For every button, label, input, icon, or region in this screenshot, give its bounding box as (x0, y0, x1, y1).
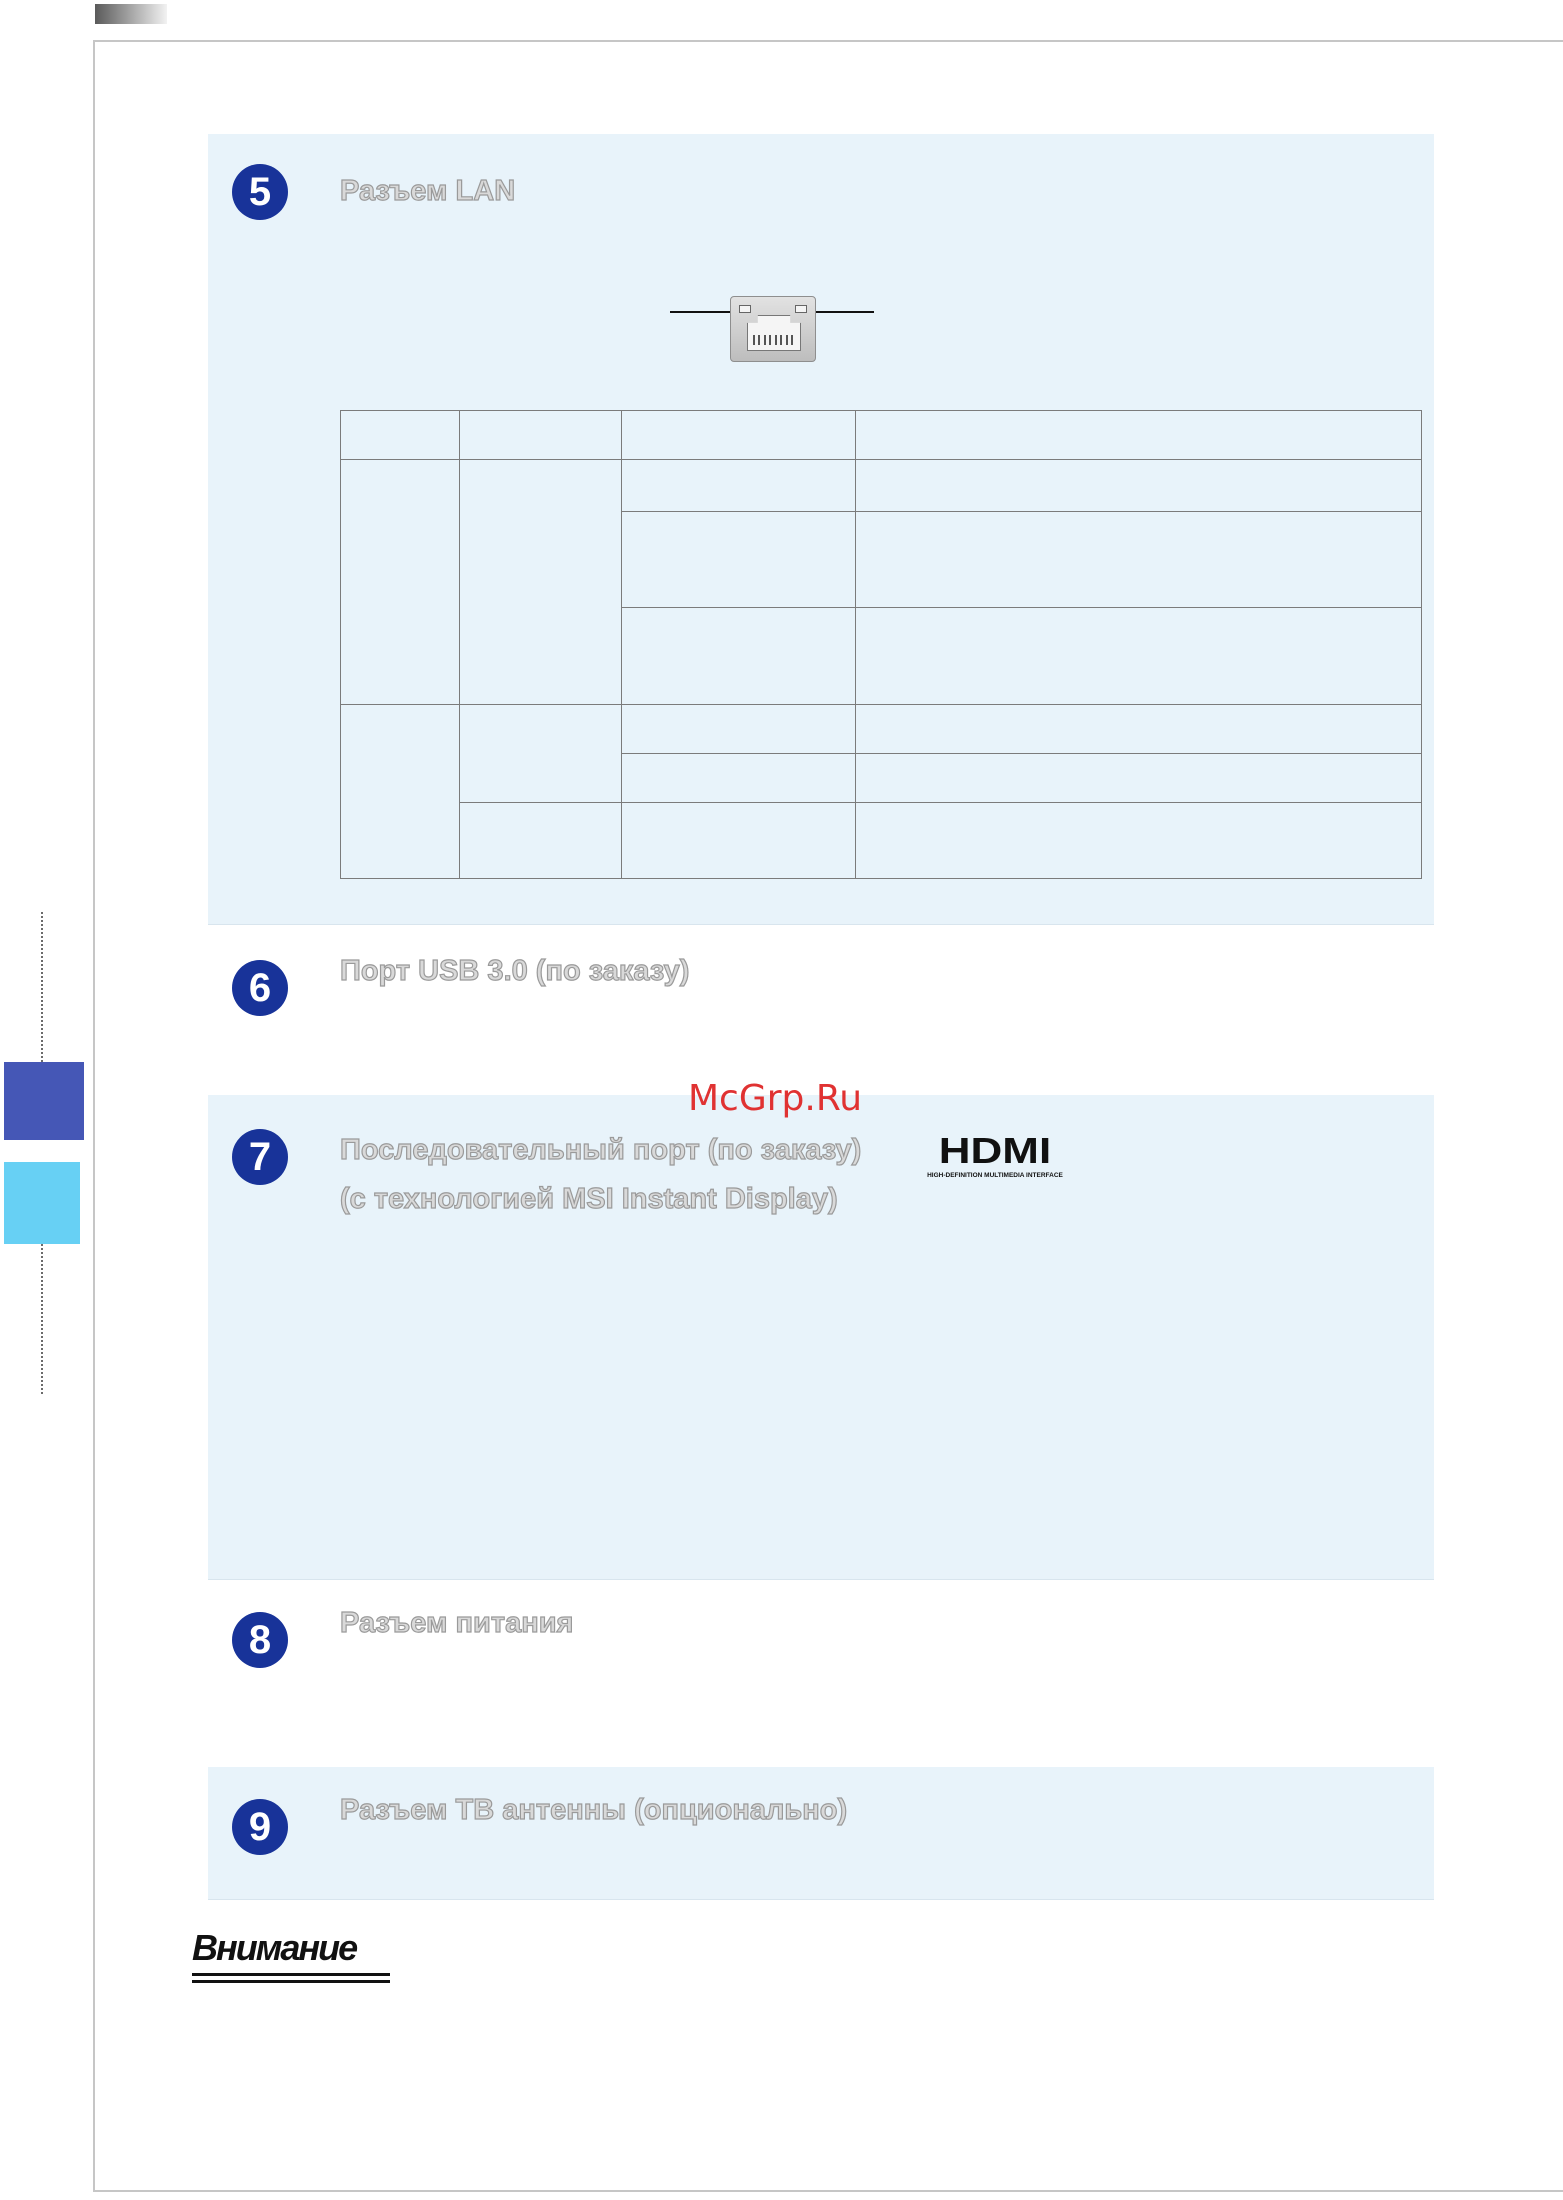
side-dotted-line (41, 912, 43, 1062)
table-cell (341, 705, 460, 879)
table-cell (622, 803, 856, 879)
page-frame-bottom (93, 2190, 1563, 2192)
section-number-badge: 9 (232, 1799, 288, 1855)
lan-port-icon (730, 296, 816, 362)
page-frame-left (93, 40, 95, 2192)
section-tv-antenna (208, 1767, 1434, 1900)
led-pointer-line-left (670, 311, 738, 313)
table-cell (856, 460, 1422, 512)
section-title: Порт USB 3.0 (по заказу) (340, 955, 690, 987)
table-cell (341, 460, 460, 705)
table-row (341, 460, 1422, 512)
table-cell (341, 411, 460, 460)
chapter-tab (4, 1162, 80, 1244)
table-cell (460, 411, 622, 460)
section-number-badge: 6 (232, 960, 288, 1016)
section-number-badge: 5 (232, 164, 288, 220)
side-dotted-line (41, 1244, 43, 1394)
table-cell (856, 608, 1422, 705)
lan-led-status-table (340, 410, 1422, 879)
rj45-pins-icon (753, 335, 793, 345)
watermark-text: McGrp.Ru (688, 1078, 863, 1119)
hdmi-logo-icon (894, 1129, 1096, 1181)
chapter-tab-active (4, 1062, 84, 1140)
table-cell (622, 411, 856, 460)
table-cell (622, 608, 856, 705)
table-cell (622, 460, 856, 512)
section-number-badge: 8 (232, 1612, 288, 1668)
table-cell (856, 754, 1422, 803)
table-cell (856, 512, 1422, 608)
section-title: Последовательный порт (по заказу) (340, 1134, 862, 1166)
link-led-icon (739, 305, 751, 313)
section-title: Разъем LAN (340, 175, 516, 207)
table-cell (856, 411, 1422, 460)
section-power (208, 1580, 1434, 1766)
table-cell (856, 705, 1422, 754)
table-row (341, 705, 1422, 754)
table-cell (622, 512, 856, 608)
table-cell (460, 705, 622, 803)
page-frame-top (93, 40, 1563, 42)
section-usb (208, 926, 1434, 1094)
table-cell (622, 705, 856, 754)
table-cell (460, 460, 622, 705)
section-title: Разъем питания (340, 1607, 574, 1639)
header-gradient-bar (95, 4, 167, 24)
warning-underline (192, 1980, 390, 1983)
section-number-badge: 7 (232, 1129, 288, 1185)
speed-led-icon (795, 305, 807, 313)
section-lan (208, 134, 1434, 925)
section-title: Разъем ТВ антенны (опционально) (340, 1794, 848, 1826)
table-row (341, 411, 1422, 460)
rj45-jack-icon (747, 315, 801, 351)
hdmi-tagline: HIGH-DEFINITION MULTIMEDIA INTERFACE (927, 1172, 1063, 1179)
warning-underline (192, 1973, 390, 1976)
table-cell (856, 803, 1422, 879)
table-cell (460, 803, 622, 879)
table-cell (622, 754, 856, 803)
section-subtitle: (с технологией MSI Instant Display) (340, 1183, 838, 1215)
warning-heading: Внимание (192, 1927, 357, 1968)
section-serial-hdmi (208, 1095, 1434, 1580)
hdmi-wordmark: HDMI (938, 1130, 1052, 1172)
table-row (341, 803, 1422, 879)
